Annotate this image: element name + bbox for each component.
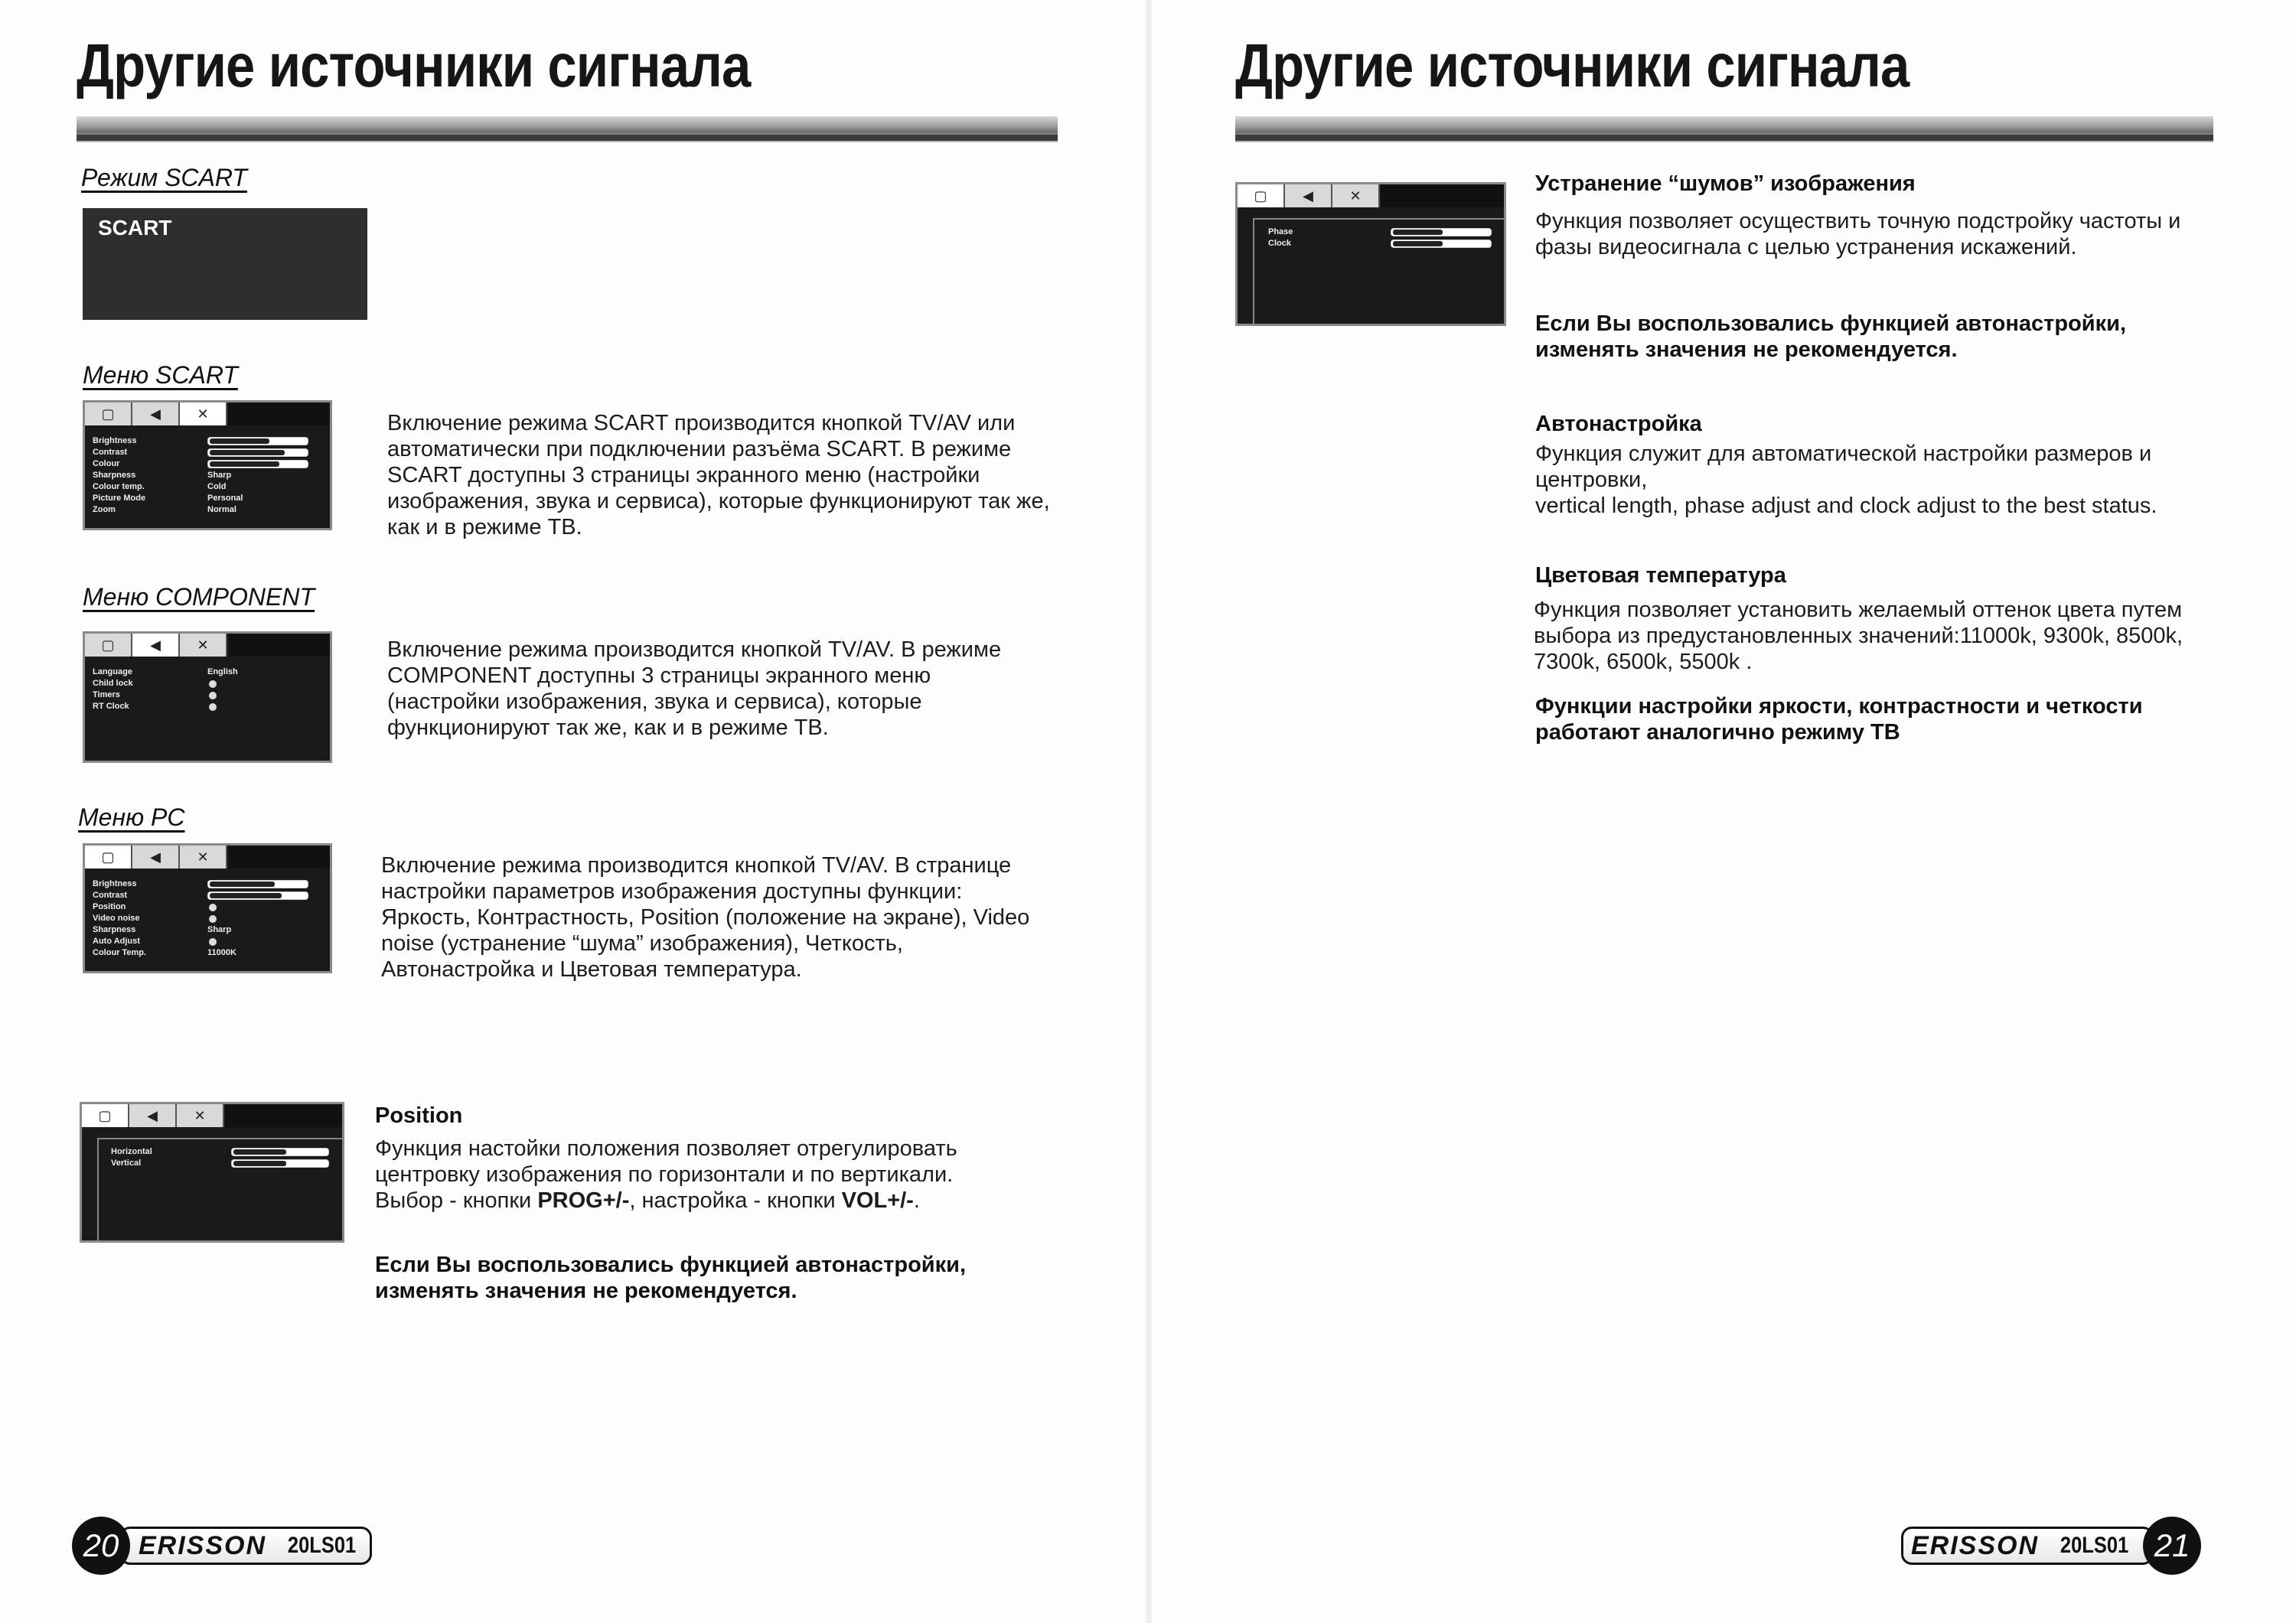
- position-text-2-prefix: Выбор - кнопки: [375, 1188, 538, 1213]
- osd-item: Position: [93, 902, 126, 911]
- color-temp-note: Функции настройки яркости, контрастности и четкости работают аналогично режиму ТВ: [1535, 694, 2143, 745]
- osd-slider: [1391, 240, 1492, 248]
- satellite-icon: ✕: [177, 1104, 224, 1127]
- prog-key: PROG+/-: [537, 1188, 630, 1213]
- component-menu-heading: Меню COMPONENT: [83, 583, 315, 611]
- osd-slider: [207, 891, 308, 900]
- noise-note: Если Вы воспользовались функцией автонастройки, изменять значения не рекомендуется.: [1535, 311, 2127, 362]
- auto-text-2: vertical length, phase adjust and clock adjust to the best status.: [1535, 494, 2157, 518]
- arrow-icon: [209, 680, 217, 688]
- brand-logo: ERISSON: [139, 1530, 267, 1560]
- scart-menu-heading: Меню SCART: [83, 361, 238, 389]
- position-text-2: [375, 1188, 1003, 1214]
- noise-heading: Устранение “шумов” изображения: [1535, 171, 1916, 196]
- osd-value: Normal: [207, 505, 236, 514]
- auto-text-1: Функция служит для автоматической настройки размеров и центровки,: [1535, 442, 2152, 492]
- component-menu-text: Включение режима производится кнопкой TV/AV. В режиме COMPONENT доступны 3 страницы экранного меню (настройки изображения, звука и сервиса), которые функционируют так же, как и в режиме ТВ.: [387, 637, 1002, 740]
- osd-item: Phase: [1268, 227, 1293, 236]
- osd-item: Colour: [93, 459, 120, 468]
- osd-slider: [207, 460, 308, 468]
- tv-icon: ▢: [85, 634, 132, 657]
- title-rule-dark-left: [77, 135, 1058, 141]
- arrow-icon: [209, 915, 217, 923]
- model-name: 20LS01: [2060, 1533, 2129, 1558]
- osd-item: Picture Mode: [93, 494, 146, 503]
- osd-value: 11000K: [207, 948, 236, 957]
- brand-box: [1901, 1527, 2154, 1565]
- osd-item: Brightness: [93, 879, 137, 888]
- brand-box: [119, 1527, 372, 1565]
- pc-menu-heading: Меню PC: [78, 803, 185, 831]
- satellite-icon: ✕: [180, 634, 227, 657]
- scart-mode-heading: Режим SCART: [81, 164, 247, 191]
- tv-icon: ▢: [1238, 184, 1285, 207]
- color-temp-heading: Цветовая температура: [1535, 563, 1786, 588]
- auto-heading: Автонастройка: [1535, 412, 1702, 436]
- page-number: 21: [2143, 1517, 2201, 1575]
- osd-item: Child lock: [93, 679, 133, 688]
- tv-icon: ▢: [85, 846, 132, 869]
- osd-item: Sharpness: [93, 471, 136, 480]
- speaker-icon: ◀︎: [132, 402, 180, 425]
- scart-osd-label: SCART: [98, 216, 172, 240]
- tv-icon: ▢: [85, 402, 132, 425]
- arrow-icon: [209, 938, 217, 946]
- page-title-right: Другие источники сигнала: [1235, 31, 1910, 99]
- position-text-2-suffix: .: [913, 1188, 920, 1213]
- footer-left: [72, 1517, 372, 1575]
- arrow-icon: [209, 692, 217, 699]
- osd-value: Personal: [207, 494, 243, 503]
- model-name: 20LS01: [287, 1533, 357, 1558]
- osd-item: Sharpness: [93, 925, 136, 934]
- page-gutter: [1145, 0, 1153, 1623]
- position-heading: Position: [375, 1103, 463, 1128]
- page-title-left: Другие источники сигнала: [77, 31, 751, 99]
- osd-item: Horizontal: [111, 1147, 152, 1156]
- osd-value: Cold: [207, 482, 227, 491]
- scart-menu-osd: [83, 400, 332, 530]
- osd-item: Vertical: [111, 1159, 142, 1168]
- page-number: 20: [72, 1517, 130, 1575]
- osd-slider: [231, 1159, 329, 1168]
- auto-text: [1535, 441, 2224, 519]
- brand-logo: ERISSON: [1911, 1530, 2040, 1560]
- osd-value: Sharp: [207, 471, 232, 480]
- osd-item: RT Clock: [93, 702, 129, 711]
- osd-slider: [207, 880, 308, 888]
- osd-value: Sharp: [207, 925, 232, 934]
- satellite-icon: ✕: [180, 846, 227, 869]
- position-osd: [80, 1102, 344, 1243]
- speaker-icon: ◀︎: [129, 1104, 177, 1127]
- vol-key: VOL+/-: [841, 1188, 914, 1213]
- title-rule-dark-right: [1235, 135, 2213, 141]
- arrow-icon: [209, 904, 217, 911]
- osd-item: Contrast: [93, 891, 128, 900]
- osd-value: English: [207, 667, 238, 676]
- osd-slider: [207, 437, 308, 445]
- osd-item: Brightness: [93, 436, 137, 445]
- position-text-2-mid: , настройка - кнопки: [629, 1188, 842, 1213]
- position-note: Если Вы воспользовались функцией автонастройки, изменять значения не рекомендуется.: [375, 1253, 967, 1303]
- osd-item: Colour Temp.: [93, 948, 147, 957]
- tv-icon: ▢: [82, 1104, 129, 1127]
- scart-osd-screen: [83, 208, 367, 320]
- osd-item: Video noise: [93, 914, 140, 923]
- color-temp-text: Функция позволяет установить желаемый оттенок цвета путем выбора из предустановленных значений:11000k, 9300k, 8500k, 7300k, 6500k, 5500k .: [1534, 598, 2183, 674]
- osd-slider: [231, 1148, 329, 1156]
- pc-menu-osd: [83, 843, 332, 973]
- position-text-1: Функция настойки положения позволяет отрегулировать центровку изображения по горизонтали и по вертикали.: [375, 1136, 957, 1187]
- component-menu-osd: [83, 631, 332, 763]
- osd-item: Contrast: [93, 448, 128, 457]
- speaker-icon: ◀︎: [132, 846, 180, 869]
- osd-item: Timers: [93, 690, 120, 699]
- scart-menu-text: Включение режима SCART производится кнопкой TV/AV или автоматически при подключении разъёма SCART. В режиме SCART доступны 3 страницы экранного меню (настройки изображения, звука и сервиса), которые функционируют так же, как и в режиме ТВ.: [387, 411, 1050, 539]
- noise-text: Функция позволяет осуществить точную подстройку частоты и фазы видеосигнала с целью устранения искажений.: [1535, 209, 2181, 259]
- arrow-icon: [209, 703, 217, 711]
- satellite-icon: ✕: [180, 402, 227, 425]
- osd-item: Language: [93, 667, 132, 676]
- osd-item: Zoom: [93, 505, 116, 514]
- speaker-icon: ◀︎: [1285, 184, 1332, 207]
- osd-item: Colour temp.: [93, 482, 145, 491]
- footer-right: [1901, 1517, 2201, 1575]
- satellite-icon: ✕: [1332, 184, 1380, 207]
- osd-slider: [1391, 228, 1492, 236]
- osd-item: Auto Adjust: [93, 937, 140, 946]
- osd-item: Clock: [1268, 239, 1291, 248]
- pc-menu-text: Включение режима производится кнопкой TV/AV. В странице настройки параметров изображения доступны функции: Яркость, Контрастность, Position (положение на экране), Video noise (устранение “шума” изображения), Четкость, Автонастройка и Цветовая температура.: [381, 853, 1030, 982]
- osd-slider: [207, 448, 308, 457]
- speaker-icon: ◀︎: [132, 634, 180, 657]
- noise-osd: [1235, 182, 1506, 326]
- position-text: [375, 1136, 1003, 1214]
